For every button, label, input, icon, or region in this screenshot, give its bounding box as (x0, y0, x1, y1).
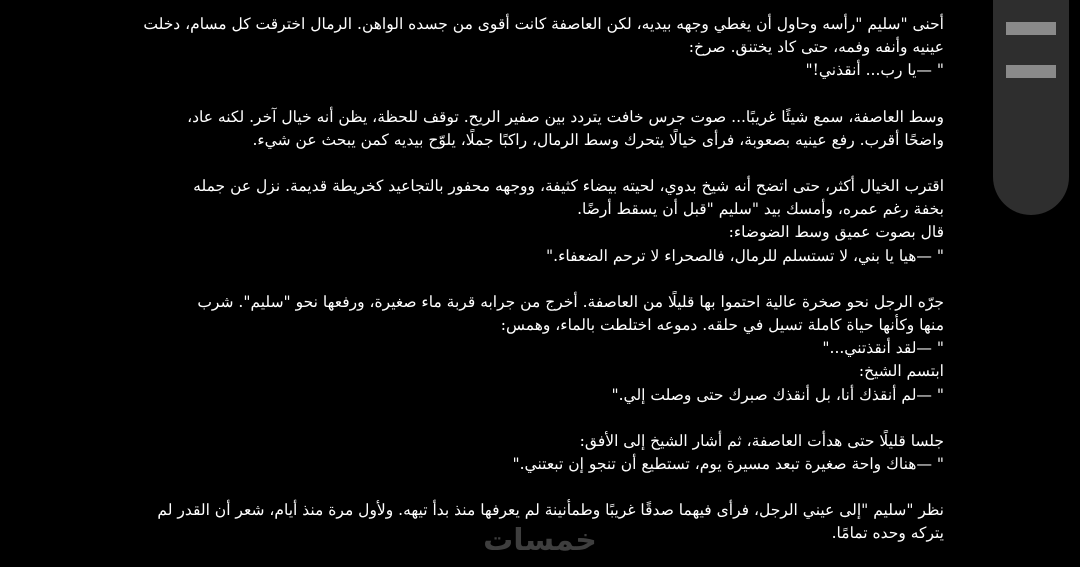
hamburger-menu-icon[interactable] (1006, 65, 1056, 78)
text-line: ابتسم الشيخ: (858, 362, 944, 381)
dialogue-line: " —يا رب... أنقذني!" (805, 61, 944, 80)
text-line: عينيه وأنفه وفمه، حتى كاد يختنق. صرخ: (688, 38, 944, 57)
text-line: أحنى "سليم "رأسه وحاول أن يغطي وجهه بيديه، لكن العاصفة كانت أقوى من جسده الواهن. الرمال اخترقت كل مسام، دخلت (143, 15, 944, 33)
dialogue-line: " —هيا يا بني، لا تستسلم للرمال، فالصحراء لا ترحم الضعفاء." (546, 246, 944, 265)
dialogue-line: " —لم أنقذك أنا، بل أنقذك صبرك حتى وصلت إلي." (611, 385, 944, 404)
dialogue-line: " —لقد أنقذتني..." (822, 339, 944, 358)
text-line: بخفة رغم عمره، وأمسك بيد "سليم "قبل أن يسقط أرضًا. (577, 200, 944, 219)
story-paragraph (126, 291, 944, 407)
text-line: قال بصوت عميق وسط الضوضاء: (728, 223, 944, 242)
dialogue-line: " —هناك واحة صغيرة تبعد مسيرة يوم، تستطيع أن تنجو إن تبعتني." (512, 455, 944, 474)
story-paragraph (126, 175, 944, 268)
story-paragraph (126, 430, 944, 476)
text-line: يتركه وحده تمامًا. (831, 524, 944, 543)
story-text (126, 13, 944, 567)
text-line: جرّه الرجل نحو صخرة عالية احتموا بها قليلًا من العاصفة. أخرج من جرابه قربة ماء صغيرة، ورفعها نحو "سليم". شرب (197, 292, 944, 311)
text-line: واضحًا أقرب. رفع عينيه بصعوبة، فرأى خيالًا يتحرك وسط الرمال، راكبًا جملًا، يلوّح بيديه كمن يبحث عن شيء. (252, 130, 944, 149)
text-line: اقترب الخيال أكثر، حتى اتضح أنه شيخ بدوي، لحيته بيضاء كثيفة، ووجهه محفور بالتجاعيد كخريطة قديمة. نزل عن جمله (193, 177, 944, 196)
hamburger-menu-icon[interactable] (1006, 22, 1056, 35)
watermark-logo: خمسات (483, 523, 597, 558)
text-line: وسط العاصفة، سمع شيئًا غريبًا... صوت جرس خافت يتردد بين صفير الريح. توقف للحظة، يظن أنه خيال آخر. لكنه عاد، (187, 107, 944, 126)
story-paragraph (126, 106, 944, 152)
text-line: جلسا قليلًا حتى هدأت العاصفة، ثم أشار الشيخ إلى الأفق: (579, 431, 944, 450)
story-paragraph (126, 13, 944, 83)
text-line: نظر "سليم "إلى عيني الرجل، فرأى فيهما صدقًا غريبًا وطمأنينة لم يعرفها منذ بدأ تيهه. ولأول مرة منذ أيام، شعر أن القدر لم (157, 501, 944, 520)
text-line: منها وكأنها حياة كاملة تسيل في حلقه. دموعه اختلطت بالماء، وهمس: (500, 316, 944, 335)
